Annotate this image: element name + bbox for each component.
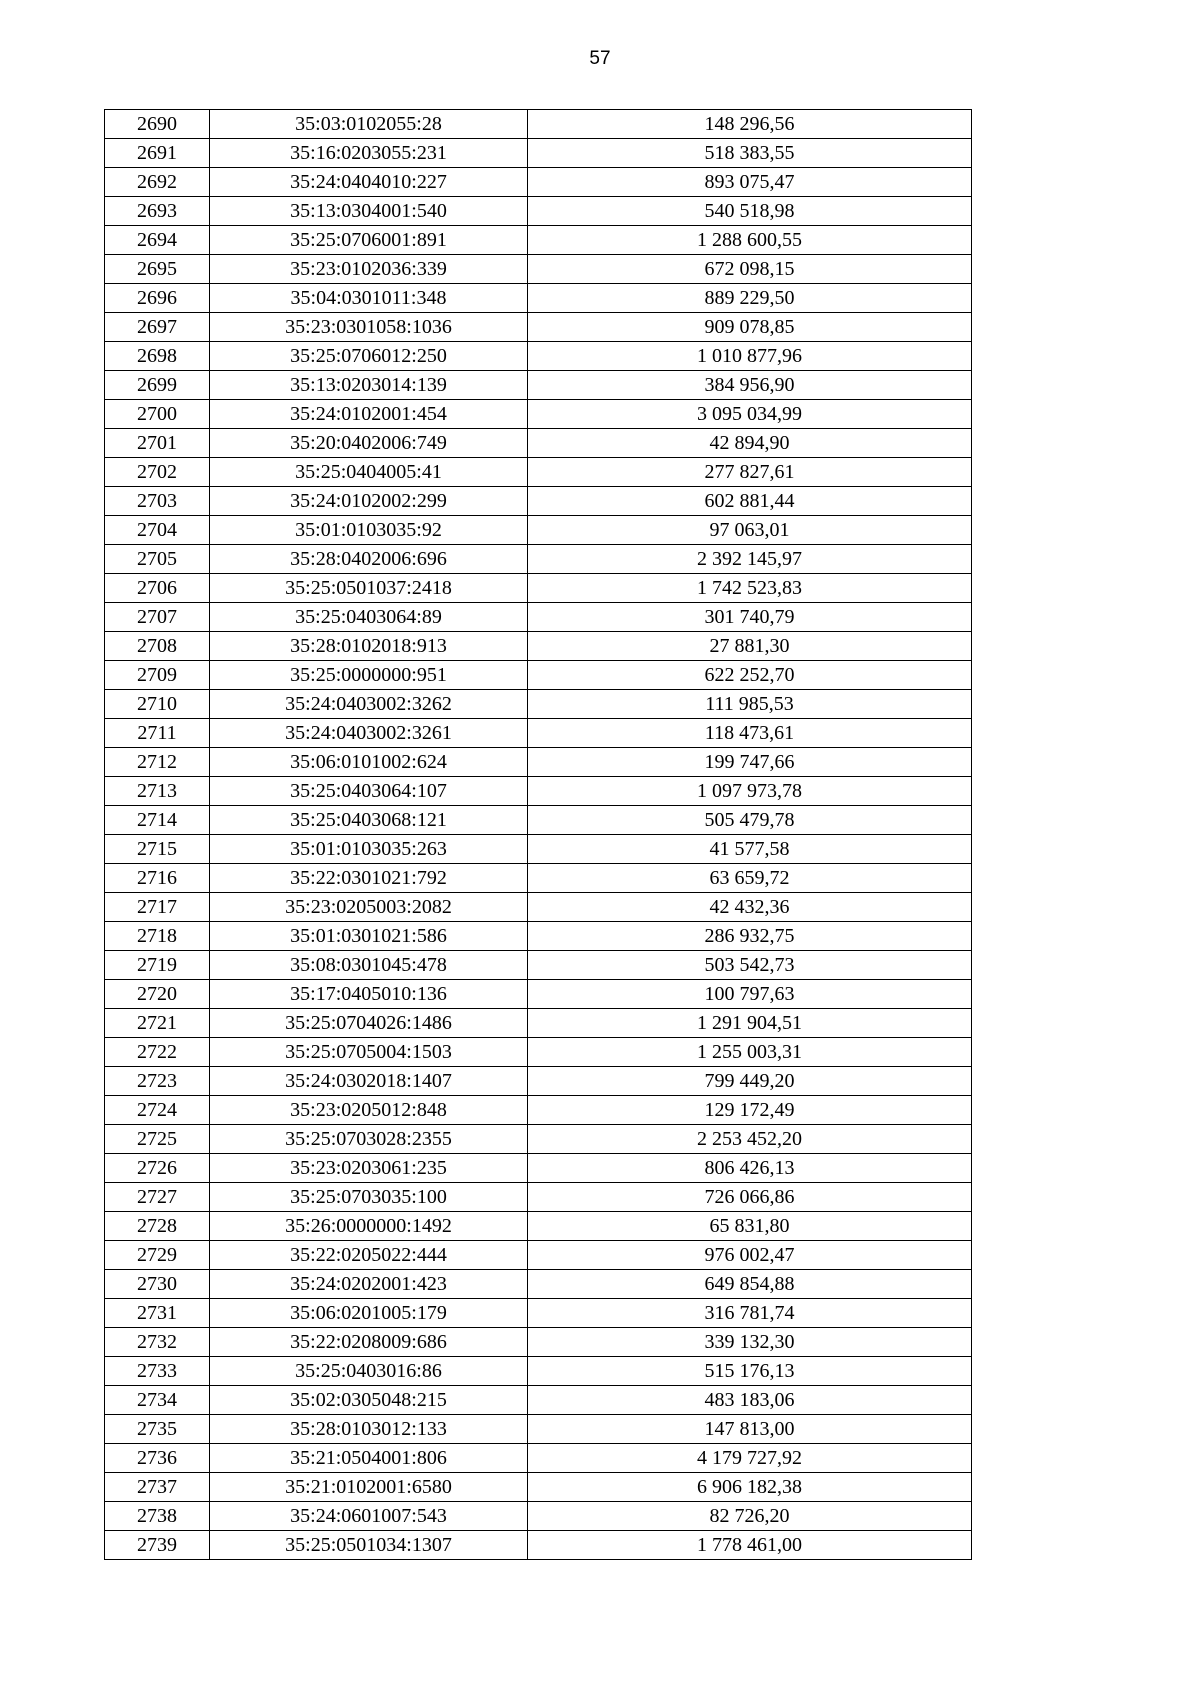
cadastral-number-cell: 35:23:0203061:235: [210, 1154, 528, 1183]
row-number-cell: 2699: [105, 371, 210, 400]
cadastral-number-cell: 35:25:0706001:891: [210, 226, 528, 255]
cadastral-number-cell: 35:25:0706012:250: [210, 342, 528, 371]
value-cell: 97 063,01: [528, 516, 972, 545]
table-row: [105, 1009, 972, 1038]
cadastral-number-cell: 35:24:0202001:423: [210, 1270, 528, 1299]
cadastral-number-cell: 35:08:0301045:478: [210, 951, 528, 980]
table-row: [105, 690, 972, 719]
cadastral-number-cell: 35:25:0404005:41: [210, 458, 528, 487]
cadastral-number-cell: 35:25:0501037:2418: [210, 574, 528, 603]
value-cell: 111 985,53: [528, 690, 972, 719]
cadastral-number-cell: 35:06:0101002:624: [210, 748, 528, 777]
value-cell: 339 132,30: [528, 1328, 972, 1357]
table-row: [105, 748, 972, 777]
value-cell: 503 542,73: [528, 951, 972, 980]
value-cell: 42 432,36: [528, 893, 972, 922]
table-row: [105, 139, 972, 168]
cadastral-number-cell: 35:24:0403002:3261: [210, 719, 528, 748]
table-row: [105, 1096, 972, 1125]
cadastral-number-cell: 35:25:0703035:100: [210, 1183, 528, 1212]
cadastral-number-cell: 35:25:0501034:1307: [210, 1531, 528, 1560]
row-number-cell: 2702: [105, 458, 210, 487]
table-row: [105, 951, 972, 980]
cadastral-number-cell: 35:24:0601007:543: [210, 1502, 528, 1531]
row-number-cell: 2701: [105, 429, 210, 458]
table-row: [105, 1386, 972, 1415]
value-cell: 909 078,85: [528, 313, 972, 342]
value-cell: 726 066,86: [528, 1183, 972, 1212]
value-cell: 82 726,20: [528, 1502, 972, 1531]
row-number-cell: 2692: [105, 168, 210, 197]
table-row: [105, 1270, 972, 1299]
value-cell: 1 097 973,78: [528, 777, 972, 806]
row-number-cell: 2690: [105, 110, 210, 139]
row-number-cell: 2691: [105, 139, 210, 168]
row-number-cell: 2707: [105, 603, 210, 632]
row-number-cell: 2693: [105, 197, 210, 226]
row-number-cell: 2698: [105, 342, 210, 371]
value-cell: 672 098,15: [528, 255, 972, 284]
row-number-cell: 2719: [105, 951, 210, 980]
cadastral-number-cell: 35:24:0404010:227: [210, 168, 528, 197]
row-number-cell: 2739: [105, 1531, 210, 1560]
table-row: [105, 1328, 972, 1357]
table-row: [105, 1531, 972, 1560]
value-cell: 1 010 877,96: [528, 342, 972, 371]
value-cell: 148 296,56: [528, 110, 972, 139]
cadastral-number-cell: 35:17:0405010:136: [210, 980, 528, 1009]
value-cell: 622 252,70: [528, 661, 972, 690]
cadastral-number-cell: 35:26:0000000:1492: [210, 1212, 528, 1241]
table-row: [105, 1357, 972, 1386]
table-row: [105, 1038, 972, 1067]
cadastral-number-cell: 35:21:0102001:6580: [210, 1473, 528, 1502]
row-number-cell: 2714: [105, 806, 210, 835]
table-row: [105, 806, 972, 835]
value-cell: 129 172,49: [528, 1096, 972, 1125]
table-row: [105, 980, 972, 1009]
table-row: [105, 574, 972, 603]
table-row: [105, 777, 972, 806]
cadastral-number-cell: 35:21:0504001:806: [210, 1444, 528, 1473]
table-row: [105, 1154, 972, 1183]
table-row: [105, 516, 972, 545]
row-number-cell: 2709: [105, 661, 210, 690]
row-number-cell: 2700: [105, 400, 210, 429]
table-row: [105, 110, 972, 139]
table-row: [105, 168, 972, 197]
table-row: [105, 1415, 972, 1444]
value-cell: 518 383,55: [528, 139, 972, 168]
table-row: [105, 1067, 972, 1096]
row-number-cell: 2725: [105, 1125, 210, 1154]
value-cell: 602 881,44: [528, 487, 972, 516]
cadastral-number-cell: 35:13:0304001:540: [210, 197, 528, 226]
value-cell: 1 288 600,55: [528, 226, 972, 255]
table-row: [105, 255, 972, 284]
row-number-cell: 2736: [105, 1444, 210, 1473]
registry-table-body: [105, 110, 972, 1560]
cadastral-number-cell: 35:06:0201005:179: [210, 1299, 528, 1328]
value-cell: 540 518,98: [528, 197, 972, 226]
cadastral-number-cell: 35:04:0301011:348: [210, 284, 528, 313]
value-cell: 42 894,90: [528, 429, 972, 458]
value-cell: 806 426,13: [528, 1154, 972, 1183]
row-number-cell: 2713: [105, 777, 210, 806]
value-cell: 3 095 034,99: [528, 400, 972, 429]
table-row: [105, 1444, 972, 1473]
cadastral-number-cell: 35:25:0403068:121: [210, 806, 528, 835]
row-number-cell: 2735: [105, 1415, 210, 1444]
value-cell: 63 659,72: [528, 864, 972, 893]
row-number-cell: 2694: [105, 226, 210, 255]
row-number-cell: 2728: [105, 1212, 210, 1241]
row-number-cell: 2726: [105, 1154, 210, 1183]
row-number-cell: 2696: [105, 284, 210, 313]
table-row: [105, 1473, 972, 1502]
cadastral-number-cell: 35:25:0403016:86: [210, 1357, 528, 1386]
value-cell: 889 229,50: [528, 284, 972, 313]
value-cell: 100 797,63: [528, 980, 972, 1009]
cadastral-number-cell: 35:22:0208009:686: [210, 1328, 528, 1357]
table-row: [105, 1299, 972, 1328]
row-number-cell: 2712: [105, 748, 210, 777]
table-row: [105, 661, 972, 690]
cadastral-number-cell: 35:25:0403064:89: [210, 603, 528, 632]
table-row: [105, 864, 972, 893]
cadastral-number-cell: 35:25:0403064:107: [210, 777, 528, 806]
row-number-cell: 2717: [105, 893, 210, 922]
table-row: [105, 893, 972, 922]
cadastral-number-cell: 35:25:0703028:2355: [210, 1125, 528, 1154]
value-cell: 301 740,79: [528, 603, 972, 632]
value-cell: 649 854,88: [528, 1270, 972, 1299]
row-number-cell: 2695: [105, 255, 210, 284]
row-number-cell: 2706: [105, 574, 210, 603]
cadastral-number-cell: 35:13:0203014:139: [210, 371, 528, 400]
value-cell: 316 781,74: [528, 1299, 972, 1328]
value-cell: 286 932,75: [528, 922, 972, 951]
row-number-cell: 2720: [105, 980, 210, 1009]
cadastral-number-cell: 35:01:0301021:586: [210, 922, 528, 951]
value-cell: 384 956,90: [528, 371, 972, 400]
row-number-cell: 2737: [105, 1473, 210, 1502]
value-cell: 976 002,47: [528, 1241, 972, 1270]
value-cell: 1 778 461,00: [528, 1531, 972, 1560]
table-row: [105, 313, 972, 342]
row-number-cell: 2733: [105, 1357, 210, 1386]
value-cell: 515 176,13: [528, 1357, 972, 1386]
table-row: [105, 371, 972, 400]
table-row: [105, 1125, 972, 1154]
value-cell: 41 577,58: [528, 835, 972, 864]
value-cell: 65 831,80: [528, 1212, 972, 1241]
row-number-cell: 2708: [105, 632, 210, 661]
table-row: [105, 545, 972, 574]
value-cell: 27 881,30: [528, 632, 972, 661]
value-cell: 1 255 003,31: [528, 1038, 972, 1067]
row-number-cell: 2732: [105, 1328, 210, 1357]
row-number-cell: 2723: [105, 1067, 210, 1096]
cadastral-number-cell: 35:28:0103012:133: [210, 1415, 528, 1444]
value-cell: 1 291 904,51: [528, 1009, 972, 1038]
value-cell: 4 179 727,92: [528, 1444, 972, 1473]
value-cell: 2 392 145,97: [528, 545, 972, 574]
cadastral-number-cell: 35:24:0102002:299: [210, 487, 528, 516]
row-number-cell: 2729: [105, 1241, 210, 1270]
cadastral-number-cell: 35:23:0301058:1036: [210, 313, 528, 342]
cadastral-number-cell: 35:16:0203055:231: [210, 139, 528, 168]
value-cell: 1 742 523,83: [528, 574, 972, 603]
value-cell: 799 449,20: [528, 1067, 972, 1096]
cadastral-number-cell: 35:28:0102018:913: [210, 632, 528, 661]
row-number-cell: 2722: [105, 1038, 210, 1067]
row-number-cell: 2715: [105, 835, 210, 864]
row-number-cell: 2716: [105, 864, 210, 893]
row-number-cell: 2721: [105, 1009, 210, 1038]
value-cell: 6 906 182,38: [528, 1473, 972, 1502]
value-cell: 277 827,61: [528, 458, 972, 487]
cadastral-number-cell: 35:23:0205003:2082: [210, 893, 528, 922]
row-number-cell: 2711: [105, 719, 210, 748]
table-row: [105, 1502, 972, 1531]
table-row: [105, 429, 972, 458]
page-number: 57: [589, 48, 611, 69]
table-row: [105, 1183, 972, 1212]
cadastral-number-cell: 35:23:0102036:339: [210, 255, 528, 284]
cadastral-number-cell: 35:22:0205022:444: [210, 1241, 528, 1270]
table-row: [105, 226, 972, 255]
row-number-cell: 2697: [105, 313, 210, 342]
cadastral-number-cell: 35:02:0305048:215: [210, 1386, 528, 1415]
table-row: [105, 342, 972, 371]
table-row: [105, 197, 972, 226]
row-number-cell: 2703: [105, 487, 210, 516]
value-cell: 199 747,66: [528, 748, 972, 777]
row-number-cell: 2734: [105, 1386, 210, 1415]
cadastral-number-cell: 35:23:0205012:848: [210, 1096, 528, 1125]
table-row: [105, 1241, 972, 1270]
row-number-cell: 2724: [105, 1096, 210, 1125]
cadastral-number-cell: 35:20:0402006:749: [210, 429, 528, 458]
value-cell: 483 183,06: [528, 1386, 972, 1415]
cadastral-number-cell: 35:25:0705004:1503: [210, 1038, 528, 1067]
table-row: [105, 1212, 972, 1241]
table-row: [105, 400, 972, 429]
cadastral-number-cell: 35:03:0102055:28: [210, 110, 528, 139]
row-number-cell: 2705: [105, 545, 210, 574]
row-number-cell: 2730: [105, 1270, 210, 1299]
value-cell: 2 253 452,20: [528, 1125, 972, 1154]
table-row: [105, 487, 972, 516]
value-cell: 118 473,61: [528, 719, 972, 748]
cadastral-number-cell: 35:01:0103035:263: [210, 835, 528, 864]
cadastral-number-cell: 35:24:0403002:3262: [210, 690, 528, 719]
cadastral-number-cell: 35:01:0103035:92: [210, 516, 528, 545]
table-row: [105, 835, 972, 864]
cadastral-number-cell: 35:28:0402006:696: [210, 545, 528, 574]
cadastral-number-cell: 35:24:0102001:454: [210, 400, 528, 429]
row-number-cell: 2718: [105, 922, 210, 951]
registry-table: [104, 109, 972, 1560]
table-row: [105, 632, 972, 661]
row-number-cell: 2731: [105, 1299, 210, 1328]
cadastral-number-cell: 35:25:0704026:1486: [210, 1009, 528, 1038]
cadastral-number-cell: 35:25:0000000:951: [210, 661, 528, 690]
value-cell: 893 075,47: [528, 168, 972, 197]
row-number-cell: 2738: [105, 1502, 210, 1531]
cadastral-number-cell: 35:22:0301021:792: [210, 864, 528, 893]
row-number-cell: 2727: [105, 1183, 210, 1212]
value-cell: 505 479,78: [528, 806, 972, 835]
row-number-cell: 2710: [105, 690, 210, 719]
table-row: [105, 284, 972, 313]
table-row: [105, 922, 972, 951]
table-row: [105, 719, 972, 748]
table-row: [105, 603, 972, 632]
cadastral-number-cell: 35:24:0302018:1407: [210, 1067, 528, 1096]
row-number-cell: 2704: [105, 516, 210, 545]
table-row: [105, 458, 972, 487]
value-cell: 147 813,00: [528, 1415, 972, 1444]
